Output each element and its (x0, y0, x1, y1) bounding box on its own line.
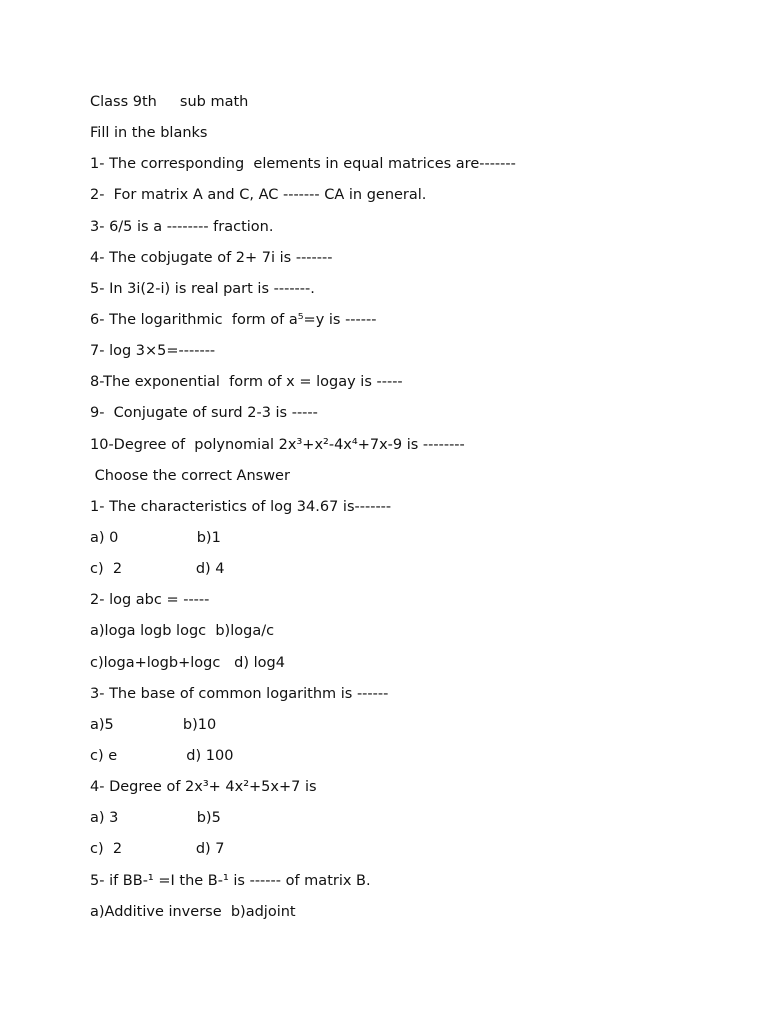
question-line: 4- The cobjugate of 2+ 7i is ------- (90, 249, 333, 266)
options-line: a)5 b)10 (90, 716, 217, 733)
question-line: 1- The corresponding elements in equal matrices are------- (90, 156, 516, 173)
question-line: 4- Degree of 2x³+ 4x²+5x+7 is (90, 779, 317, 796)
question-line: 5- In 3i(2-i) is real part is -------. (90, 280, 315, 297)
question-line: 5- if BB-¹ =I the B-¹ is ------ of matrix B. (90, 872, 371, 889)
section-heading-fill-blanks: Fill in the blanks (90, 125, 208, 142)
question-line: 6- The logarithmic form of a⁵=y is ------ (90, 311, 377, 328)
header-line: Class 9th sub math (90, 94, 249, 110)
question-line: 9- Conjugate of surd 2-3 is ----- (90, 405, 318, 422)
section-heading-choose-answer: Choose the correct Answer (90, 467, 290, 484)
options-line: c) e d) 100 (90, 747, 234, 764)
question-line: 1- The characteristics of log 34.67 is------- (90, 498, 392, 515)
question-line: 2- For matrix A and C, AC ------- CA in general. (90, 187, 427, 204)
question-line: 10-Degree of polynomial 2x³+x²-4x⁴+7x-9 is -------- (90, 436, 465, 453)
options-line: a)loga logb logc b)loga/c (90, 623, 275, 640)
options-line: c)loga+logb+logc d) log4 (90, 654, 285, 671)
question-line: 8-The exponential form of x = logay is ----- (90, 374, 403, 391)
question-line: 3- 6/5 is a -------- fraction. (90, 218, 274, 235)
options-line: c) 2 d) 4 (90, 561, 225, 578)
question-line: 3- The base of common logarithm is ------ (90, 685, 389, 702)
options-line: a) 0 b)1 (90, 529, 221, 546)
question-line: 7- log 3×5=------- (90, 343, 216, 360)
options-line: a) 3 b)5 (90, 810, 221, 827)
question-line: 2- log abc = ----- (90, 592, 210, 609)
document-body (90, 91, 730, 932)
options-line: c) 2 d) 7 (90, 841, 225, 858)
options-line: a)Additive inverse b)adjoint (90, 903, 296, 920)
